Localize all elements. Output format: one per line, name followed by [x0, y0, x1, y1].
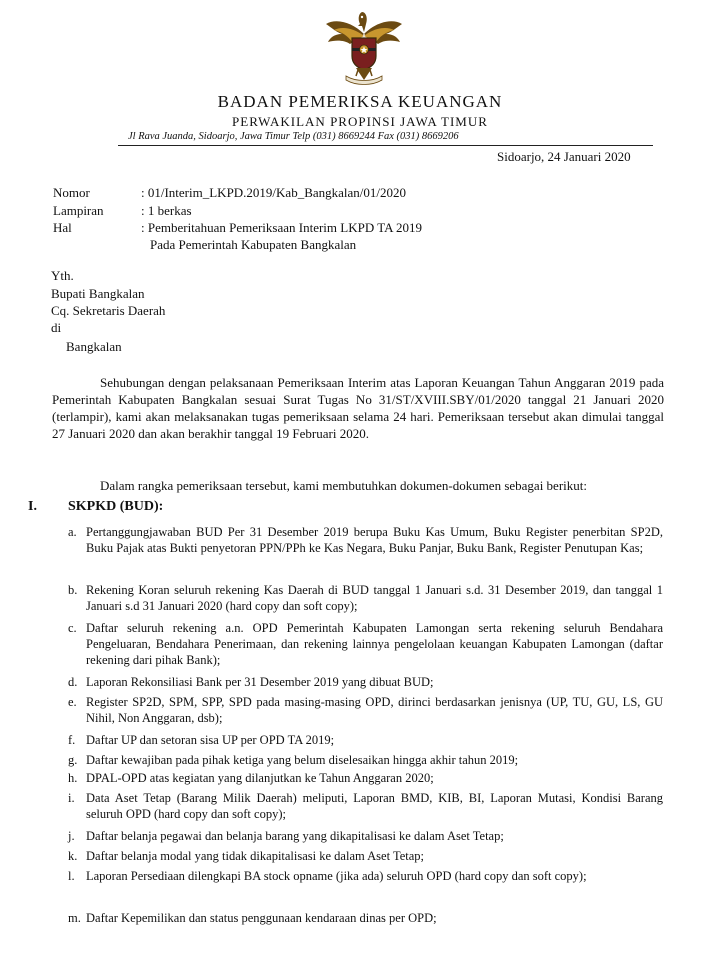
list-item-text: DPAL-OPD atas kegiatan yang dilanjutkan ke Tahun Anggaran 2020; [86, 771, 434, 785]
list-item-text: Register SP2D, SPM, SPP, SPD pada masing-masing OPD, dirinci berdasarkan jenisnya (UP, TU, GU, LS, GU Nihil, Non Anggaran, dsb); [86, 695, 663, 725]
garuda-emblem-icon [322, 4, 406, 88]
list-item-letter: e. [68, 695, 77, 709]
institution-name: BADAN PEMERIKSA KEUANGAN [217, 92, 503, 111]
hal-label: Hal [53, 220, 72, 235]
letterhead-divider [118, 145, 653, 146]
body-paragraph-2: Dalam rangka pemeriksaan tersebut, kami membutuhkan dokumen-dokumen sebagai berikut: [100, 478, 587, 493]
list-item-text: Rekening Koran seluruh rekening Kas Daerah di BUD tanggal 1 Januari s.d. 31 Desember 2019, dan tanggal 1 Januari s.d 31 Januari 2020 (hard copy dan soft copy); [86, 583, 663, 613]
list-item-text: Daftar seluruh rekening a.n. OPD Pemerintah Kabupaten Lamongan serta rekening seluruh Bendahara Pengeluaran, Bendahara Penerimaan, dan rekening lainnya pengelolaan keuangan Kabupaten Lamongan (daftar rekening dari pihak Bank); [86, 621, 663, 667]
list-item-text: Laporan Rekonsiliasi Bank per 31 Desember 2019 yang dibuat BUD; [86, 675, 434, 689]
lampiran-label: Lampiran [53, 203, 104, 218]
section-title: SKPKD (BUD): [68, 499, 164, 514]
nomor-value: : 01/Interim_LKPD.2019/Kab_Bangkalan/01/2020 [141, 185, 407, 200]
list-item-letter: l. [68, 869, 75, 883]
list-item-letter: c. [68, 621, 77, 635]
list-item-text: Pertanggungjawaban BUD Per 31 Desember 2019 berupa Buku Kas Umum, Buku Register penerbitan SP2D, Buku Pajak atas Bukti penyetoran PPN/PPh ke Kas Negara, Buku Panjar, Buku Bank, Register Penutupan Kas; [86, 525, 663, 555]
list-item-text: Daftar belanja modal yang tidak dikapitalisasi ke dalam Aset Tetap; [86, 849, 425, 863]
list-item-text: Laporan Persediaan dilengkapi BA stock opname (jika ada) seluruh OPD (hard copy dan soft copy); [86, 869, 587, 883]
list-item-letter: d. [68, 675, 78, 689]
meta-hal [53, 220, 422, 236]
lampiran-value: : 1 berkas [141, 203, 192, 218]
list-item-letter: b. [68, 583, 78, 597]
list-item-text: Daftar UP dan setoran sisa UP per OPD TA 2019; [86, 733, 335, 747]
list-item-text: Daftar belanja pegawai dan belanja barang yang dikapitalisasi ke dalam Aset Tetap; [86, 829, 504, 843]
recipient-di: di [51, 320, 62, 335]
nomor-label: Nomor [53, 185, 90, 200]
list-item-letter: i. [68, 791, 75, 805]
list-item-letter: a. [68, 525, 77, 539]
meta-lampiran [53, 203, 192, 219]
list-item-letter: g. [68, 753, 78, 767]
section-number: I. [28, 499, 37, 514]
hal-value-1: : Pemberitahuan Pemeriksaan Interim LKPD TA 2019 [141, 220, 423, 235]
recipient-yth: Yth. [51, 268, 74, 283]
office-name: PERWAKILAN PROPINSI JAWA TIMUR [232, 114, 488, 129]
recipient-name: Bupati Bangkalan [51, 286, 145, 301]
list-item-text: Data Aset Tetap (Barang Milik Daerah) meliputi, Laporan BMD, KIB, BI, Laporan Mutasi, Kondisi Barang seluruh OPD (hard copy dan soft copy); [86, 791, 663, 821]
list-item-letter: k. [68, 849, 78, 863]
meta-nomor [53, 185, 406, 201]
list-item-letter: f. [68, 733, 76, 747]
letter-date: Sidoarjo, 24 Januari 2020 [497, 149, 631, 164]
list-item-letter: h. [68, 771, 78, 785]
list-item-text: Daftar Kepemilikan dan status penggunaan kendaraan dinas per OPD; [86, 911, 437, 925]
section-heading [28, 499, 163, 515]
hal-value-2: Pada Pemerintah Kabupaten Bangkalan [150, 237, 357, 252]
recipient-cq: Cq. Sekretaris Daerah [51, 303, 166, 318]
list-item-letter: j. [68, 829, 75, 843]
recipient-city: Bangkalan [66, 339, 122, 354]
body-paragraph-1: Sehubungan dengan pelaksanaan Pemeriksaan Interim atas Laporan Keuangan Tahun Anggaran 2019 pada Pemerintah Kabupaten Bangkalan sesuai Surat Tugas No 31/ST/XVIII.SBY/01/2020 tanggal 21 Januari 2020 (terlampir), kami akan melaksanakan tugas pemeriksaan selama 24 hari. Pemeriksaan tersebut akan dimulai tanggal 27 Januari 2020 dan akan berakhir tanggal 19 Februari 2020. [52, 375, 664, 441]
office-address: Jl Rava Juanda, Sidoarjo, Jawa Timur Telp (031) 8669244 Fax (031) 8669206 [128, 131, 459, 142]
list-item-text: Daftar kewajiban pada pihak ketiga yang belum diselesaikan hingga akhir tahun 2019; [86, 753, 519, 767]
list-item-letter: m. [68, 911, 81, 925]
